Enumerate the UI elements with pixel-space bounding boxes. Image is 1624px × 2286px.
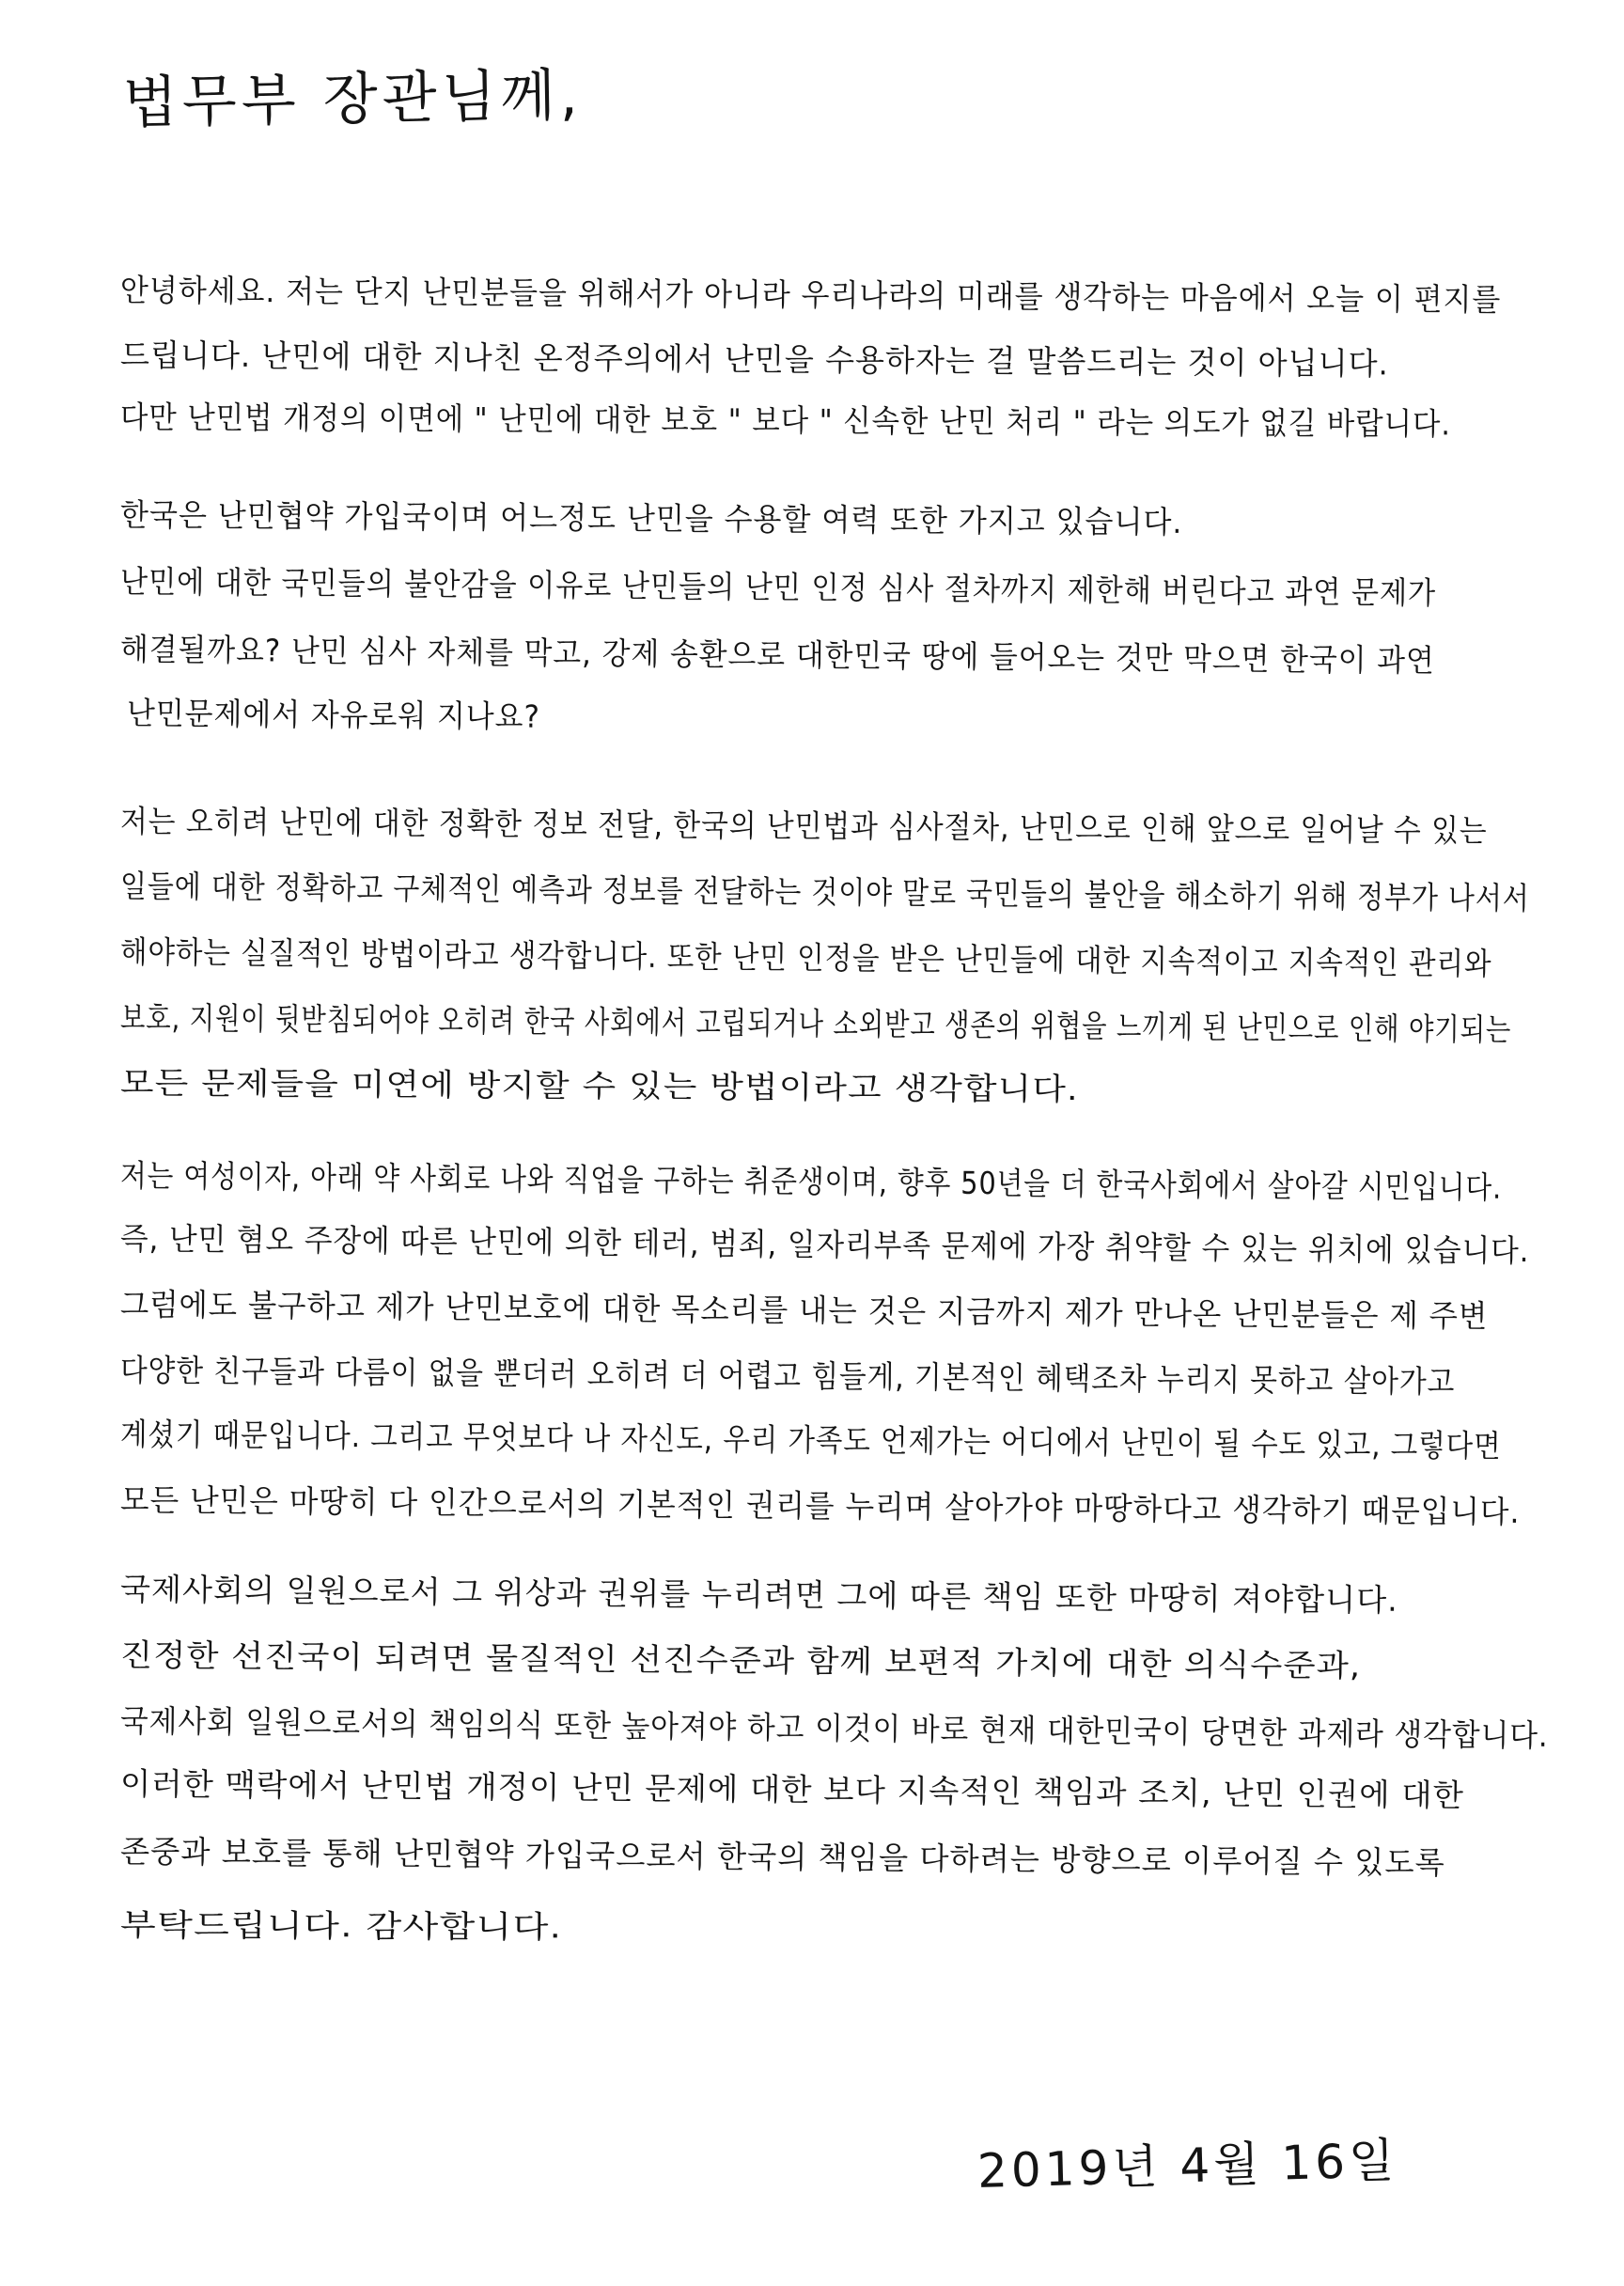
body-line: 저는 여성이자, 아래 약 사회로 나와 직업을 구하는 취준생이며, 향후 50년을 더 한국사회에서 살아갈 시민입니다.: [119, 1157, 1503, 1206]
body-line: 부탁드립니다. 감사합니다.: [119, 1906, 563, 1946]
letter-date: 2019년 4월 16일: [976, 2133, 1399, 2199]
body-line: 한국은 난민협약 가입국이며 어느정도 난민을 수용할 여력 또한 가지고 있습니다.: [119, 496, 1183, 540]
body-line: 보호, 지원이 뒷받침되어야 오히려 한국 사회에서 고립되거나 소외받고 생존의 위협을 느끼게 된 난민으로 인해 야기되는: [119, 999, 1512, 1048]
salutation: 법무부 장관님께,: [122, 62, 584, 136]
body-line: 일들에 대한 정확하고 구체적인 예측과 정보를 전달하는 것이야 말로 국민들의 불안을 해소하기 위해 정부가 나서서: [119, 868, 1530, 917]
body-line: 저는 오히려 난민에 대한 정확한 정보 전달, 한국의 난민법과 심사절차, 난민으로 인해 앞으로 일어날 수 있는: [119, 803, 1488, 850]
body-line: 다양한 친구들과 다름이 없을 뿐더러 오히려 더 어렵고 힘들게, 기본적인 혜택조차 누리지 못하고 살아가고: [119, 1352, 1456, 1401]
body-line: 모든 문제들을 미연에 방지할 수 있는 방법이라고 생각합니다.: [119, 1064, 1079, 1108]
body-line: 즉, 난민 혐오 주장에 따른 난민에 의한 테러, 범죄, 일자리부족 문제에 가장 취약할 수 있는 위치에 있습니다.: [119, 1220, 1530, 1270]
body-line: 해야하는 실질적인 방법이라고 생각합니다. 또한 난민 인정을 받은 난민들에 대한 지속적이고 지속적인 관리와: [119, 933, 1492, 982]
body-line: 진정한 선진국이 되려면 물질적인 선진수준과 함께 보편적 가치에 대한 의식수준과,: [119, 1636, 1362, 1684]
body-line: 국제사회의 일원으로서 그 위상과 권위를 누리려면 그에 따른 책임 또한 마땅히 져야합니다.: [119, 1571, 1398, 1619]
body-line: 그럼에도 불구하고 제가 난민보호에 대한 목소리를 내는 것은 지금까지 제가 만나온 난민분들은 제 주변: [119, 1286, 1489, 1335]
body-line: 계셨기 때문입니다. 그리고 무엇보다 나 자신도, 우리 가족도 언제가는 어디에서 난민이 될 수도 있고, 그렇다면: [119, 1416, 1502, 1464]
body-line: 모든 난민은 마땅히 다 인간으로서의 기본적인 권리를 누리며 살아가야 마땅하다고 생각하기 때문입니다.: [119, 1481, 1521, 1530]
body-line: 이러한 맥락에서 난민법 개정이 난민 문제에 대한 보다 지속적인 책임과 조치, 난민 인권에 대한: [119, 1765, 1465, 1814]
body-line: 국제사회 일원으로서의 책임의식 또한 높아져야 하고 이것이 바로 현재 대한민국이 당면한 과제라 생각합니다.: [119, 1702, 1549, 1754]
body-line: 난민에 대한 국민들의 불안감을 이유로 난민들의 난민 인정 심사 절차까지 제한해 버린다고 과연 문제가: [119, 563, 1437, 612]
body-line: 드립니다. 난민에 대한 지나친 온정주의에서 난민을 수용하자는 걸 말씀드리는 것이 아닙니다.: [119, 337, 1389, 383]
body-line: 난민문제에서 자유로워 지나요?: [126, 695, 540, 735]
body-line: 존중과 보호를 통해 난민협약 가입국으로서 한국의 책임을 다하려는 방향으로 이루어질 수 있도록: [119, 1833, 1445, 1882]
body-line: 해결될까요? 난민 심사 자체를 막고, 강제 송환으로 대한민국 땅에 들어오는 것만 막으면 한국이 과연: [119, 631, 1435, 680]
body-line: 다만 난민법 개정의 이면에 " 난민에 대한 보호 " 보다 " 신속한 난민 처리 " 라는 의도가 없길 바랍니다.: [119, 399, 1452, 443]
body-line: 안녕하세요. 저는 단지 난민분들을 위해서가 아니라 우리나라의 미래를 생각하는 마음에서 오늘 이 편지를: [119, 272, 1502, 319]
